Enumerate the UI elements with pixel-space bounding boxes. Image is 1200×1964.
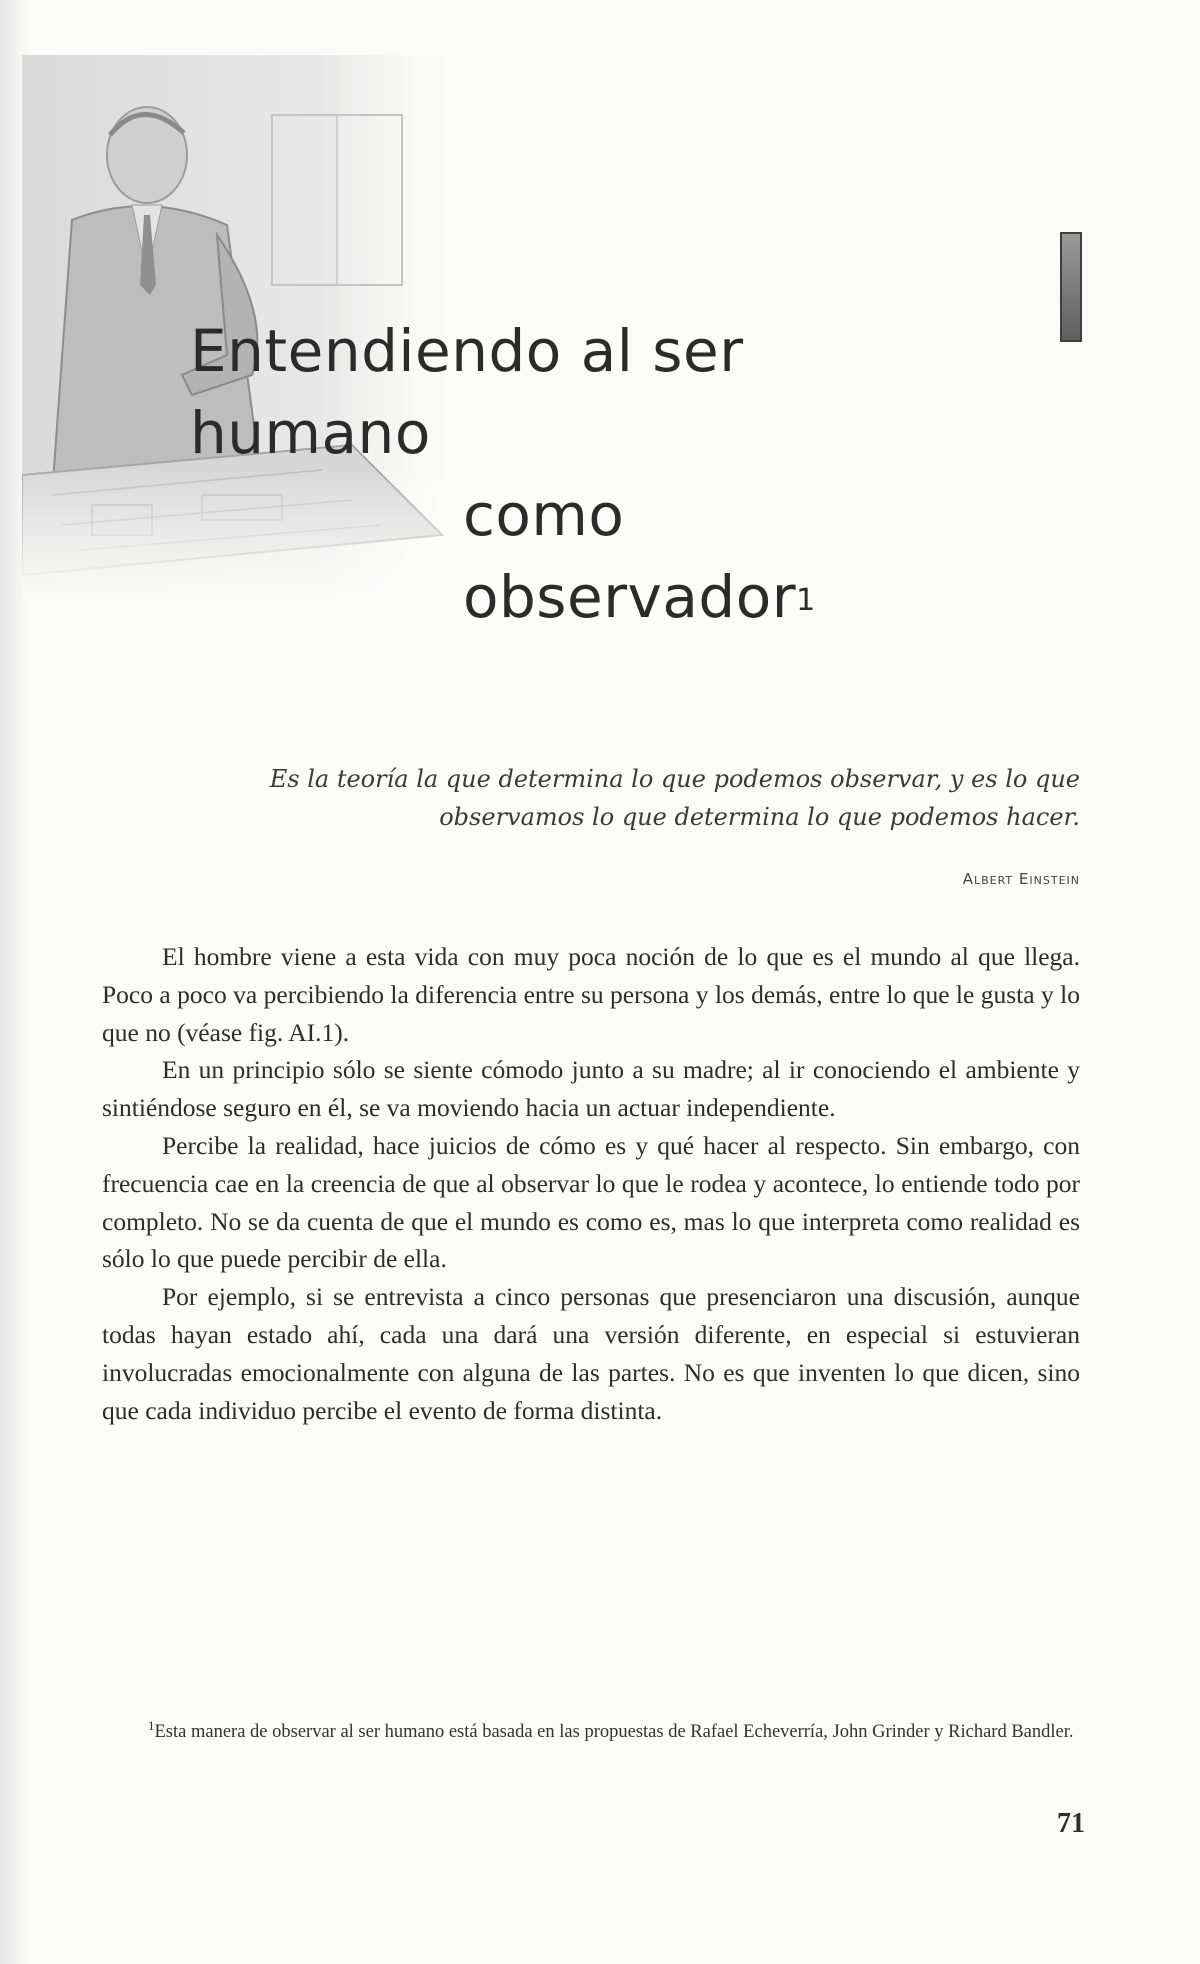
body-text	[102, 938, 1080, 1429]
body-paragraph: Por ejemplo, si se entrevista a cinco personas que presenciaron una discusión, aunque todas hayan estado ahí, cada una dará una versión diferente, en especial si estuvieran involucradas emocionalmente con alguna de las partes. No es que inventen lo que dicen, sino que cada individuo percibe el evento de forma distinta.	[102, 1282, 1080, 1425]
body-paragraph: El hombre viene a esta vida con muy poca noción de lo que es el mundo al que llega. Poco a poco va percibiendo la diferencia entre su persona y los demás, entre lo que le gusta y lo que no (véase fig. AI.1).	[102, 942, 1080, 1047]
chapter-title-line2: como observador	[463, 481, 797, 631]
chapter-title	[190, 310, 970, 638]
chapter-thumb-tab	[1060, 232, 1082, 342]
body-paragraph: En un principio sólo se siente cómodo junto a su madre; al ir conociendo el ambiente y sintiéndose seguro en él, se va moviendo hacia un actuar independiente.	[102, 1055, 1080, 1123]
footnote	[98, 1712, 1078, 1746]
epigraph-quote: Es la teoría la que determina lo que podemos observar, y es lo que observamos lo que determina lo que podemos hacer.	[269, 765, 1080, 831]
footnote-paragraph	[98, 1712, 1078, 1746]
chapter-title-line2-wrap	[190, 474, 970, 638]
body-paragraph: Percibe la realidad, hace juicios de cómo es y qué hacer al respecto. Sin embargo, con frecuencia cae en la creencia de que al observar lo que le rodea y acontece, lo entiende todo por completo. No se da cuenta de que el mundo es como es, mas lo que interpreta como realidad es sólo lo que puede percibir de ella.	[102, 1130, 1080, 1274]
page-number: 71	[1057, 1808, 1085, 1839]
title-footnote-marker: 1	[796, 583, 816, 618]
chapter-title-line1: Entendiendo al ser humano	[190, 317, 744, 467]
footnote-marker: 1	[148, 1718, 155, 1733]
epigraph-author: Albert Einstein	[962, 870, 1080, 888]
footnote-text: Esta manera de observar al ser humano está basada en las propuestas de Rafael Echeverría, John Grinder y Richard Bandler.	[154, 1722, 1074, 1743]
